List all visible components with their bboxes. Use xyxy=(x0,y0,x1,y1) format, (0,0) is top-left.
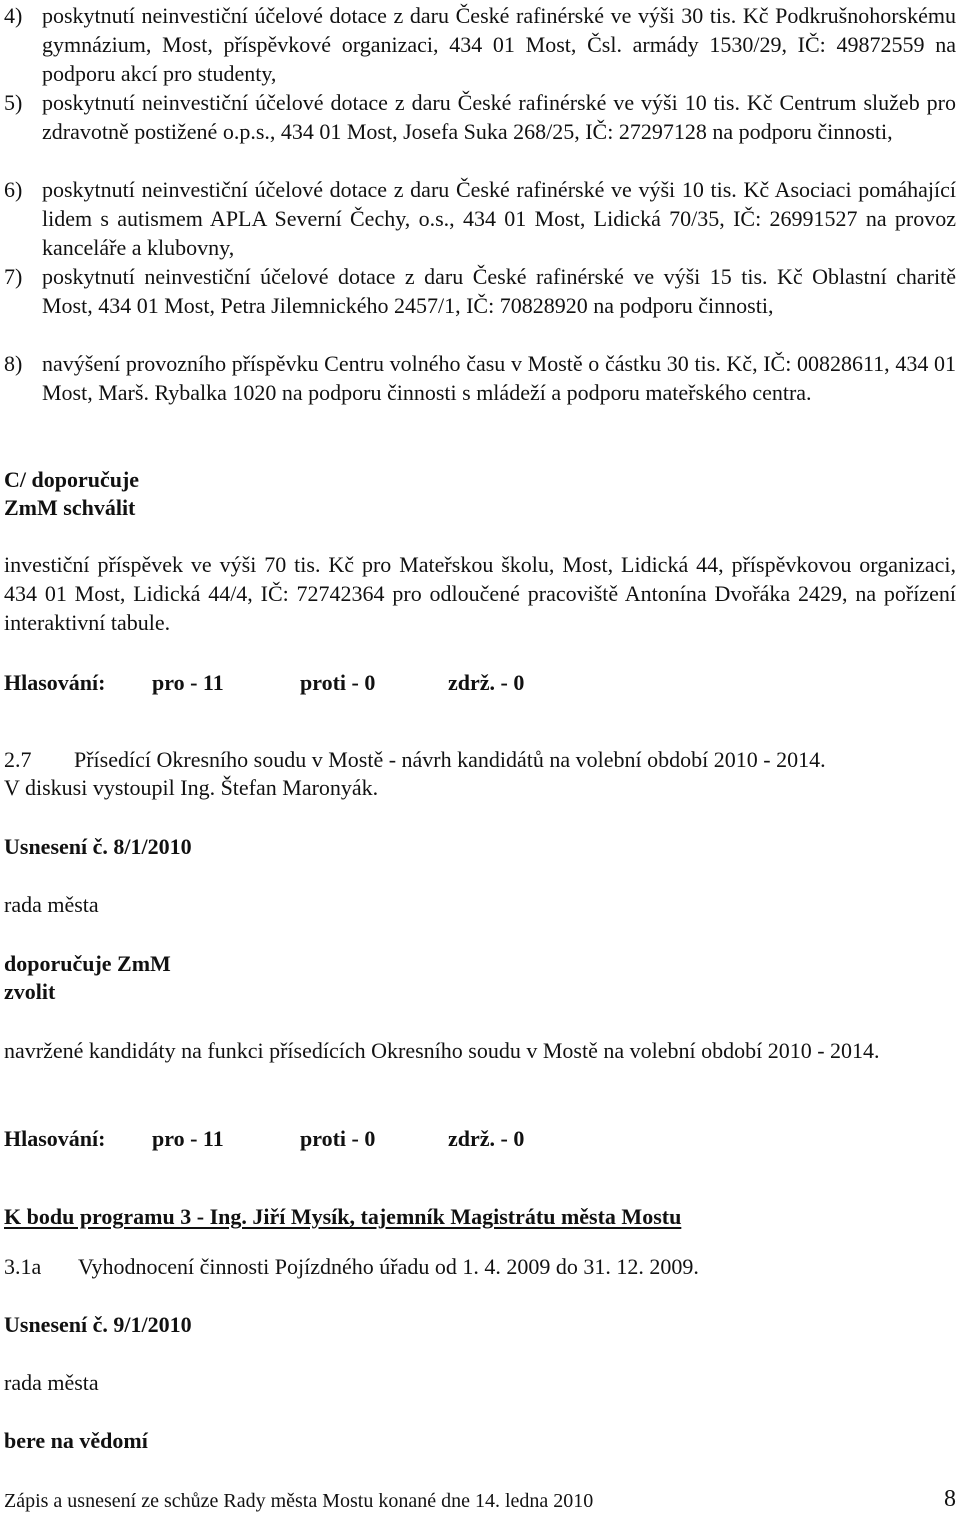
item-number: 7) xyxy=(4,264,23,289)
list-item xyxy=(4,88,956,146)
discussion-note: V diskusi vystoupil Ing. Štefan Maronyák. xyxy=(4,775,379,800)
section-c-subheading: ZmM schválit xyxy=(4,495,136,520)
item-number: 5) xyxy=(4,90,23,115)
resolution-recommendation: doporučuje ZmM xyxy=(4,951,171,976)
item-text: poskytnutí neinvestiční účelové dotace z daru České rafinérské ve výši 30 tis. Kč Podkrušnohorskému gymnázium, Most, příspěvkové organizaci, 434 01 Most, Čsl. armády 1530/29, IČ: 49872559 na podporu akcí pro studenty, xyxy=(42,3,956,86)
agenda-point-3-1a xyxy=(4,1254,699,1280)
vote-label: Hlasování: xyxy=(4,670,106,695)
vote-abstain: zdrž. - 0 xyxy=(448,670,525,695)
section-c-heading: C/ doporučuje xyxy=(4,467,140,492)
vote-proti: proti - 0 xyxy=(300,670,376,695)
vote-pro: pro - 11 xyxy=(152,670,224,695)
resolution-title: Usnesení č. 8/1/2010 xyxy=(4,834,192,859)
resolution-action: zvolit xyxy=(4,979,56,1004)
point-number: 3.1a xyxy=(4,1254,42,1279)
vote-proti: proti - 0 xyxy=(300,1126,376,1151)
list-item xyxy=(4,349,956,407)
item-number: 8) xyxy=(4,351,23,376)
resolution-title: Usnesení č. 9/1/2010 xyxy=(4,1312,192,1337)
agenda-heading: K bodu programu 3 - Ing. Jiří Mysík, tajemník Magistrátu města Mostu xyxy=(4,1204,682,1229)
item-text: poskytnutí neinvestiční účelové dotace z daru České rafinérské ve výši 10 tis. Kč Centrum služeb pro zdravotně postižené o.p.s., 434 01 Most, Josefa Suka 268/25, IČ: 27297128 na podporu činnosti, xyxy=(42,90,956,144)
page-number: 8 xyxy=(944,1486,956,1512)
vote-label: Hlasování: xyxy=(4,1126,106,1151)
item-number: 4) xyxy=(4,3,23,28)
resolution-body: rada města xyxy=(4,892,99,917)
item-number: 6) xyxy=(4,177,23,202)
footer-text: Zápis a usnesení ze schůze Rady města Mostu konané dne 14. ledna 2010 xyxy=(4,1490,594,1512)
list-item xyxy=(4,262,956,320)
resolution-action: bere na vědomí xyxy=(4,1428,148,1453)
point-title: Přísedící Okresního soudu v Mostě - návrh kandidátů na volební období 2010 - 2014. xyxy=(74,747,826,772)
resolution-text: navržené kandidáty na funkci přísedících Okresního soudu v Mostě na volební období 2010 - 2014. xyxy=(4,1038,880,1063)
item-text: navýšení provozního příspěvku Centru volného času v Mostě o částku 30 tis. Kč, IČ: 00828611, 434 01 Most, Marš. Rybalka 1020 na podporu činnosti s mládeží a podporu mateřského centra. xyxy=(42,351,956,405)
vote-abstain: zdrž. - 0 xyxy=(448,1126,525,1151)
page-footer xyxy=(4,1486,956,1513)
resolution-body: rada města xyxy=(4,1370,99,1395)
list-item xyxy=(4,175,956,262)
list-item xyxy=(4,1,956,88)
item-text: poskytnutí neinvestiční účelové dotace z daru České rafinérské ve výši 10 tis. Kč Asociaci pomáhající lidem s autismem APLA Severní Čechy, o.s., 434 01 Most, Lidická 70/35, IČ: 26991527 na provoz kanceláře a klubovny, xyxy=(42,177,956,260)
vote-result xyxy=(4,1126,524,1152)
point-number: 2.7 xyxy=(4,747,32,772)
point-title: Vyhodnocení činnosti Pojízdného úřadu od 1. 4. 2009 do 31. 12. 2009. xyxy=(78,1254,699,1279)
section-c-text: investiční příspěvek ve výši 70 tis. Kč pro Mateřskou školu, Most, Lidická 44, příspěvkovou organizaci, 434 01 Most, Lidická 44/4, IČ: 72742364 pro odloučené pracoviště Antonína Dvořáka 2429, na pořízení interaktivní tabule. xyxy=(4,552,956,635)
item-text: poskytnutí neinvestiční účelové dotace z daru České rafinérské ve výši 15 tis. Kč Oblastní charitě Most, 434 01 Most, Petra Jilemnického 2457/1, IČ: 70828920 na podporu činnosti, xyxy=(42,264,956,318)
agenda-point-2-7 xyxy=(4,747,826,773)
vote-result xyxy=(4,670,524,696)
vote-pro: pro - 11 xyxy=(152,1126,224,1151)
